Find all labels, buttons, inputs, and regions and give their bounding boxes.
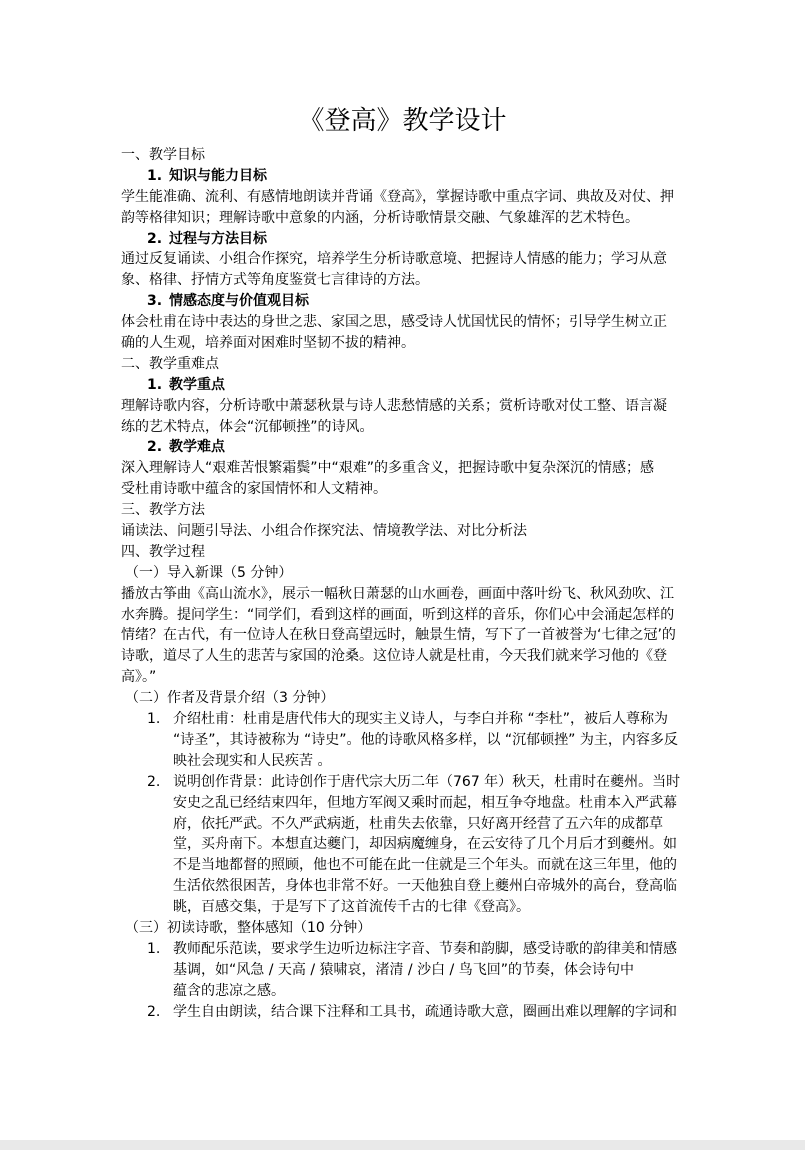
subsection-number: 2. bbox=[147, 439, 163, 456]
list-item-text: 不是当地都督的照顾，他也不可能在此一住就是三个年头。而就在这三年里，他的 bbox=[173, 857, 677, 874]
list-item-text: 学生自由朗读，结合课下注释和工具书，疏通诗歌大意，圈画出难以理解的字词和 bbox=[173, 1003, 677, 1020]
subsection-label: 教学重点 bbox=[169, 376, 225, 393]
list-item-line bbox=[121, 897, 691, 918]
subsection-heading bbox=[121, 166, 691, 187]
list-item-line bbox=[121, 793, 691, 814]
paragraph-line: 象、格律、抒情方式等角度鉴赏七言律诗的方法。 bbox=[121, 272, 429, 289]
step-heading: （一）导入新课（5 分钟） bbox=[125, 564, 293, 581]
list-item-line bbox=[121, 814, 691, 835]
document-title: 《登高》教学设计 bbox=[298, 106, 507, 136]
list-item-text: 说明创作背景：此诗创作于唐代宗大历二年（767 年）秋天，杜甫时在夔州。当时 bbox=[173, 773, 681, 790]
list-item-text: 基调，如“风急 / 天高 / 猿啸哀，渚清 / 沙白 / 鸟飞回”的节奏，体会诗句中 bbox=[173, 961, 634, 978]
list-number: 1. bbox=[147, 940, 161, 957]
list-item-line bbox=[121, 1002, 691, 1023]
paragraph-line: 理解诗歌内容，分析诗歌中萧瑟秋景与诗人悲愁情感的关系；赏析诗歌对仗工整、语言凝 bbox=[121, 397, 667, 414]
list-item-text: 安史之乱已经结束四年，但地方军阀又乘时而起，相互争夺地盘。杜甫本入严武幕 bbox=[173, 794, 677, 811]
list-item-text: “诗圣”，其诗被称为 “诗史”。他的诗歌风格多样，以 “沉郁顿挫” 为主，内容多反 bbox=[173, 731, 678, 748]
paragraph-line: 情绪？在古代，有一位诗人在秋日登高望远时，触景生情，写下了一首被誉为‘七律之冠’的 bbox=[121, 627, 676, 644]
list-item-line bbox=[121, 876, 691, 897]
subsection-heading bbox=[121, 229, 691, 250]
paragraph-line: 韵等格律知识；理解诗歌中意象的内涵，分析诗歌情景交融、气象雄浑的艺术特色。 bbox=[121, 209, 639, 226]
list-item-line bbox=[121, 834, 691, 855]
section-heading: 二、教学重难点 bbox=[121, 355, 219, 372]
list-number: 2. bbox=[147, 1003, 161, 1020]
list-item-text: 眺，百感交集，于是写下了这首流传千古的七律《登高》。 bbox=[173, 899, 530, 916]
subsection-number: 2. bbox=[147, 230, 163, 247]
list-item-line bbox=[121, 730, 691, 751]
subsection-number: 1. bbox=[147, 167, 163, 184]
subsection-heading bbox=[121, 291, 691, 312]
subsection-heading bbox=[121, 437, 691, 458]
paragraph-line: 高》。” bbox=[121, 669, 157, 686]
section-heading: 三、教学方法 bbox=[121, 502, 205, 519]
step-heading: （二）作者及背景介绍（3 分钟） bbox=[125, 690, 335, 707]
step-heading: （三）初读诗歌，整体感知（10 分钟） bbox=[125, 919, 372, 936]
list-item-line bbox=[121, 981, 691, 1002]
paragraph-line: 深入理解诗人“艰难苦恨繁霜鬓”中“艰难”的多重含义，把握诗歌中复杂深沉的情感；感 bbox=[121, 460, 655, 477]
list-item-line bbox=[121, 855, 691, 876]
list-item-text: 教师配乐范读，要求学生边听边标注字音、节奏和韵脚，感受诗歌的韵律美和情感 bbox=[173, 940, 677, 957]
paragraph-line: 练的艺术特点，体会“沉郁顿挫”的诗风。 bbox=[121, 418, 374, 435]
paragraph-line: 受杜甫诗歌中蕴含的家国情怀和人文精神。 bbox=[121, 481, 387, 498]
list-item-line bbox=[121, 709, 691, 730]
paragraph-line: 诗歌，道尽了人生的悲苦与家国的沧桑。这位诗人就是杜甫，今天我们就来学习他的《登 bbox=[121, 648, 667, 665]
list-item-text: 蕴含的悲凉之感。 bbox=[173, 982, 285, 999]
list-item-line bbox=[121, 939, 691, 960]
list-item-text: 府，依托严武。不久严武病逝，杜甫失去依靠，只好离开经营了五六年的成都草 bbox=[173, 815, 663, 832]
paragraph-line: 确的人生观，培养面对困难时坚韧不拔的精神。 bbox=[121, 335, 415, 352]
list-item-text: 生活依然很困苦，身体也非常不好。一天他独自登上夔州白帝城外的高台，登高临 bbox=[173, 878, 677, 895]
subsection-number: 1. bbox=[147, 376, 163, 393]
paragraph-line: 通过反复诵读、小组合作探究，培养学生分析诗歌意境、把握诗人情感的能力；学习从意 bbox=[121, 251, 667, 268]
list-item-text: 映社会现实和人民疾苦 。 bbox=[173, 752, 332, 769]
subsection-label: 知识与能力目标 bbox=[169, 167, 267, 184]
section-heading: 一、教学目标 bbox=[121, 147, 205, 163]
paragraph-line: 体会杜甫在诗中表达的身世之悲、家国之思，感受诗人忧国忧民的情怀；引导学生树立正 bbox=[121, 314, 667, 331]
subsection-heading bbox=[121, 375, 691, 396]
subsection-number: 3. bbox=[147, 293, 163, 310]
paragraph-line: 播放古筝曲《高山流水》，展示一幅秋日萧瑟的山水画卷，画面中落叶纷飞、秋风劲吹、江 bbox=[121, 585, 674, 602]
subsection-label: 教学难点 bbox=[169, 439, 225, 456]
list-item-line bbox=[121, 751, 691, 772]
subsection-label: 过程与方法目标 bbox=[169, 230, 267, 247]
section-heading: 四、教学过程 bbox=[121, 543, 205, 560]
paragraph-line: 水奔腾。提问学生：“同学们，看到这样的画面，听到这样的音乐，你们心中会涌起怎样的 bbox=[121, 606, 675, 623]
document-body bbox=[121, 145, 691, 1022]
paragraph-line: 学生能准确、流利、有感情地朗读并背诵《登高》，掌握诗歌中重点字词、典故及对仗、押 bbox=[121, 188, 674, 205]
list-item-text: 堂，买舟南下。本想直达夔门，却因病魔缠身，在云安待了几个月后才到夔州。如 bbox=[173, 836, 677, 853]
list-item-line bbox=[121, 960, 691, 981]
list-number: 2. bbox=[147, 773, 161, 790]
paragraph-line: 诵读法、问题引导法、小组合作探究法、情境教学法、对比分析法 bbox=[121, 523, 527, 540]
list-item-line bbox=[121, 772, 691, 793]
subsection-label: 情感态度与价值观目标 bbox=[169, 293, 309, 310]
list-number: 1. bbox=[147, 711, 161, 728]
list-item-text: 介绍杜甫：杜甫是唐代伟大的现实主义诗人，与李白并称 “李杜”，被后人尊称为 bbox=[173, 711, 668, 728]
